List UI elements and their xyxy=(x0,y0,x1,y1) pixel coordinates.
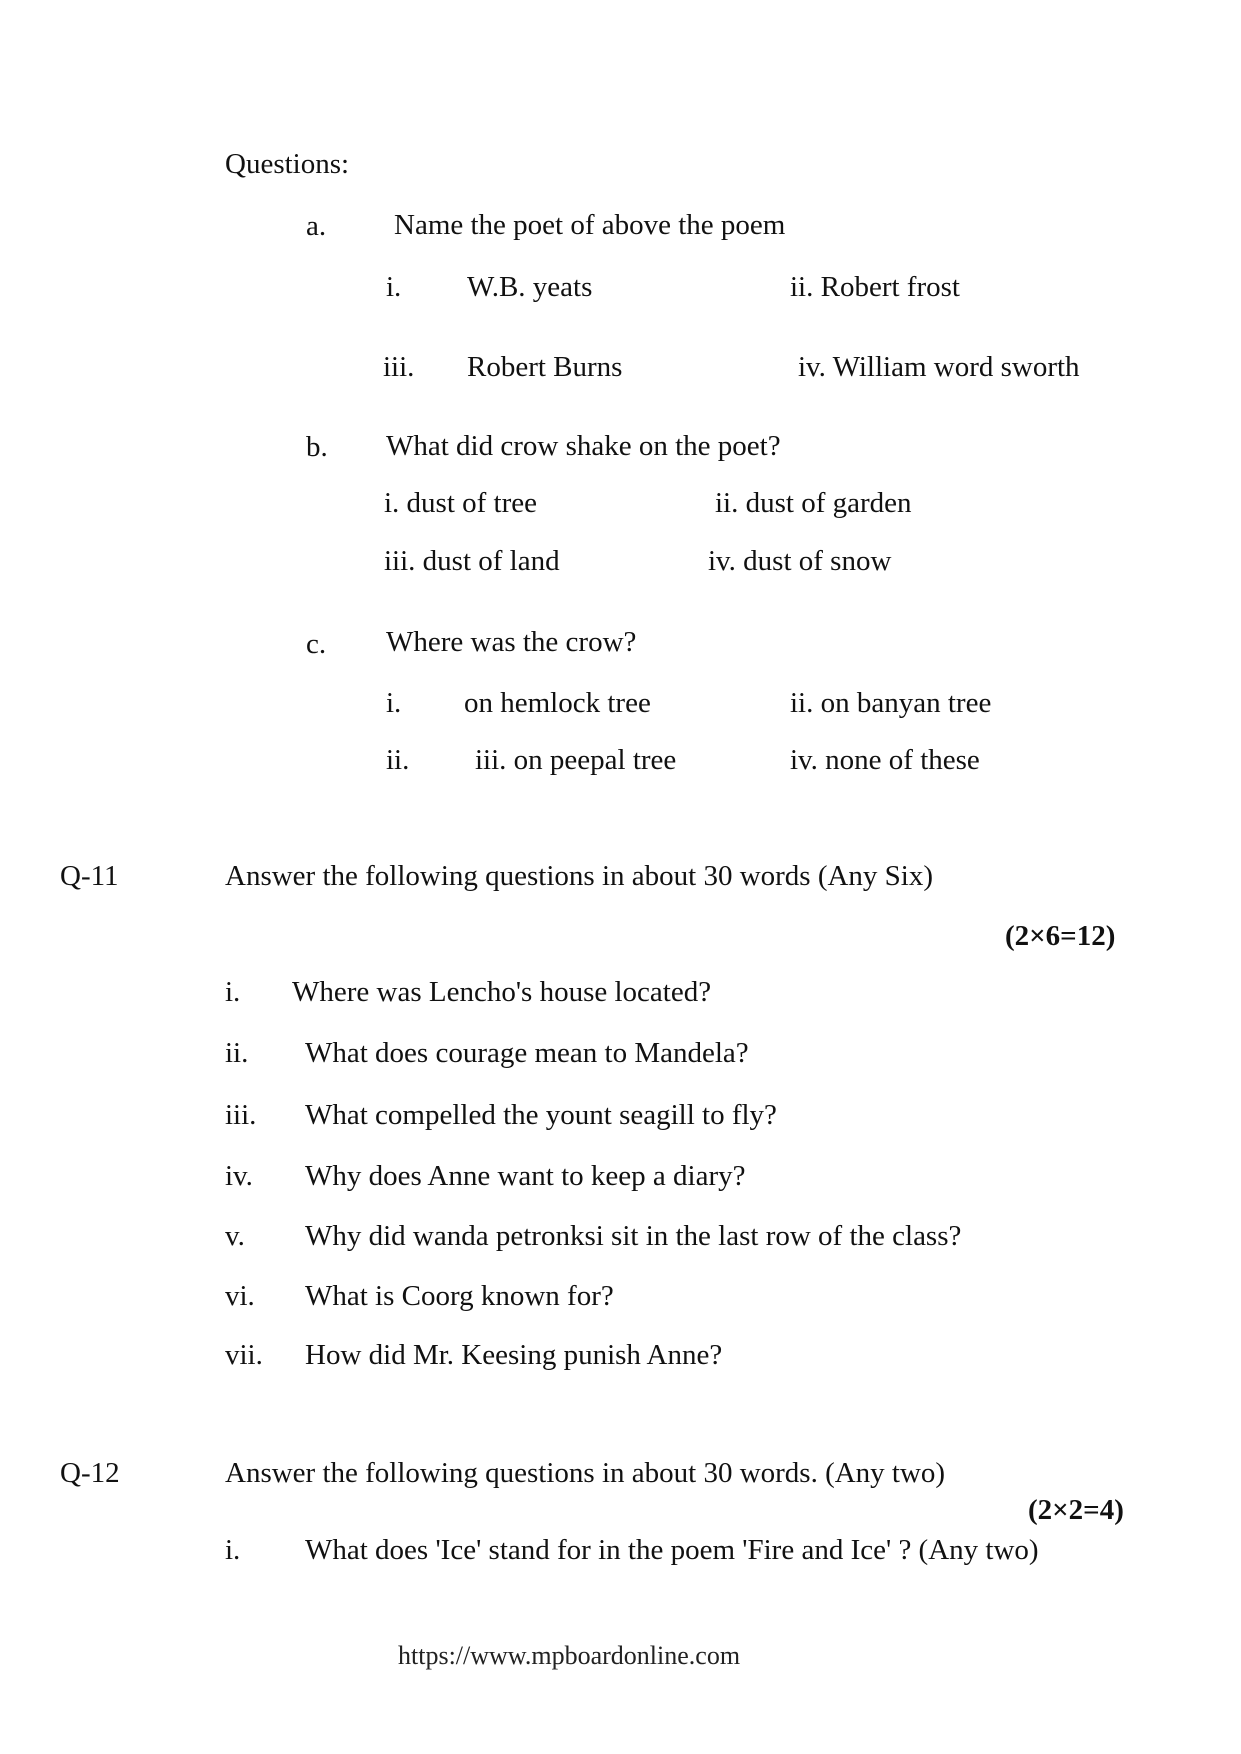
q11-item-number: i. xyxy=(225,976,241,1008)
question-c-text: Where was the crow? xyxy=(386,626,637,658)
option-number: iii. xyxy=(383,351,415,383)
question-b-letter: b. xyxy=(306,431,328,463)
option-text: ii. Robert frost xyxy=(790,271,960,303)
q12-instruction: Answer the following questions in about 30 words. (Any two) xyxy=(225,1457,946,1489)
q11-item-text: Why does Anne want to keep a diary? xyxy=(305,1160,746,1192)
option-text: iv. none of these xyxy=(790,744,980,776)
questions-heading: Questions: xyxy=(225,148,350,180)
option-text: on hemlock tree xyxy=(464,687,651,719)
option-number: i. xyxy=(386,271,402,303)
option-text: iii. dust of land xyxy=(384,545,560,577)
q11-label: Q-11 xyxy=(60,860,119,892)
option-text: Robert Burns xyxy=(467,351,623,383)
option-text: ii. on banyan tree xyxy=(790,687,992,719)
q11-item-text: Why did wanda petronksi sit in the last row of the class? xyxy=(305,1220,962,1252)
q12-item-number: i. xyxy=(225,1534,241,1566)
q11-item-text: What does courage mean to Mandela? xyxy=(305,1037,749,1069)
option-text: iv. William word sworth xyxy=(798,351,1080,383)
q11-item-text: What is Coorg known for? xyxy=(305,1280,614,1312)
q11-instruction: Answer the following questions in about 30 words (Any Six) xyxy=(225,860,934,892)
option-text: i. dust of tree xyxy=(384,487,538,519)
q11-item-number: iii. xyxy=(225,1099,257,1131)
option-text: iii. on peepal tree xyxy=(475,744,677,776)
q11-item-number: vi. xyxy=(225,1280,255,1312)
option-text: iv. dust of snow xyxy=(708,545,892,577)
footer-url[interactable]: https://www.mpboardonline.com xyxy=(398,1641,741,1670)
q11-item-text: How did Mr. Keesing punish Anne? xyxy=(305,1339,723,1371)
question-c-letter: c. xyxy=(306,628,327,660)
q11-item-text: What compelled the yount seagill to fly? xyxy=(305,1099,777,1131)
q11-item-number: vii. xyxy=(225,1339,263,1371)
question-b-text: What did crow shake on the poet? xyxy=(386,430,781,462)
q11-item-number: ii. xyxy=(225,1037,249,1069)
q11-item-number: v. xyxy=(225,1220,245,1252)
q12-item-text: What does 'Ice' stand for in the poem 'Fire and Ice' ? (Any two) xyxy=(305,1534,1039,1566)
q12-label: Q-12 xyxy=(60,1457,120,1489)
q12-marks: (2×2=4) xyxy=(1028,1494,1124,1526)
question-a-letter: a. xyxy=(306,210,327,242)
option-text: ii. dust of garden xyxy=(715,487,912,519)
q11-item-number: iv. xyxy=(225,1160,253,1192)
option-text: W.B. yeats xyxy=(467,271,593,303)
q11-marks: (2×6=12) xyxy=(1005,920,1116,952)
option-number: ii. xyxy=(386,744,410,776)
question-a-text: Name the poet of above the poem xyxy=(394,209,786,241)
q11-item-text: Where was Lencho's house located? xyxy=(292,976,712,1008)
option-number: i. xyxy=(386,687,402,719)
